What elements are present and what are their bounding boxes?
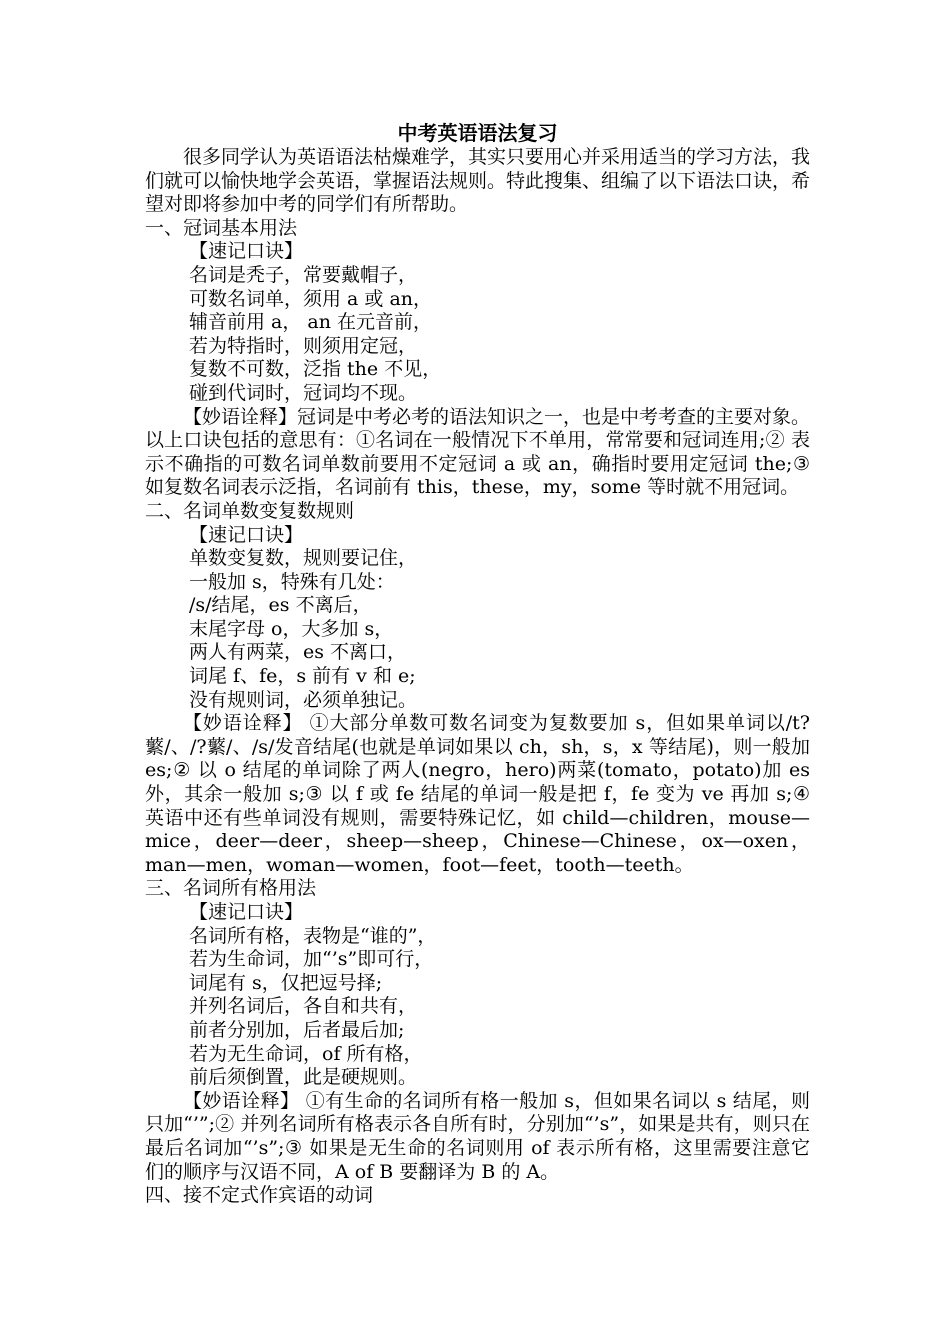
document-page [145, 120, 810, 1208]
mnemonic-line: 若为特指时，则须用定冠， [189, 334, 418, 357]
mnemonic-line: 没有规则词，必须单独记。 [189, 688, 418, 711]
mnemonic-line: 单数变复数，规则要记住， [189, 547, 418, 570]
mnemonic-line: 前者分别加，后者最后加; [189, 1018, 405, 1041]
mnemonic-line: 名词是秃子，常要戴帽子， [189, 263, 418, 286]
section-heading: 二、名词单数变复数规则 [145, 499, 355, 522]
mnemonic-line: 一般加 s，特殊有几处： [189, 570, 395, 593]
mnemonic-label: 【速记口诀】 [189, 523, 304, 546]
mnemonic-line: 名词所有格，表物是“谁的”， [189, 924, 437, 947]
explanation-paragraph: 【妙语诠释】冠词是中考必考的语法知识之一，也是中考考查的主要对象。以上口诀包括的意思有：①名词在一般情况下不单用，常常要和冠词连用;② 表示不确指的可数名词单数前要用不定冠词 a 或 an，确指时要用定冠词 the;③ 如复数名词表示泛指，名词前有 this，these，my，some 等时就不用冠词。 [145, 405, 811, 499]
mnemonic-line: 末尾字母 o，大多加 s， [189, 617, 394, 640]
mnemonic-block [145, 240, 810, 405]
mnemonic-block [145, 901, 810, 1090]
explanation-paragraph: 【妙语诠释】 ①大部分单数可数名词变为复数要加 s，但如果单词以/t?蘩/、/?蘩/、/s/发音结尾(也就是单词如果以 ch，sh，s，x 等结尾)，则一般加 es;② 以 o 结尾的单词除了两人(negro，hero)两菜(tomato，potato)加 es 外，其余一般加 s;③ 以 f 或 fe 结尾的单词一般是把 f，fe 变为 ve 再加 s;④ 英语中还有些单词没有规则，需要特殊记忆，如 child—children，mouse—mice，deer—deer，sheep—sheep，Chinese—Chinese，ox—oxen，man—men，woman—women，foot—feet，tooth—teeth。 [145, 712, 810, 876]
document-title: 中考英语语法复习 [397, 121, 558, 145]
mnemonic-line: 词尾 f、fe，s 前有 v 和 e; [189, 665, 416, 688]
mnemonic-line: 复数不可数，泛指 the 不见， [189, 358, 442, 381]
mnemonic-line: 若为无生命词，of 所有格， [189, 1042, 423, 1065]
intro-paragraph: 很多同学认为英语语法枯燥难学，其实只要用心并采用适当的学习方法，我们就可以愉快地学会英语，掌握语法规则。特此搜集、组编了以下语法口诀，希望对即将参加中考的同学们有所帮助。 [145, 146, 811, 216]
section-heading: 三、名词所有格用法 [145, 877, 317, 900]
mnemonic-line: 词尾有 s，仅把逗号择; [189, 971, 383, 994]
mnemonic-line: 若为生命词，加“’s”即可行， [189, 948, 434, 971]
mnemonic-label: 【速记口诀】 [189, 901, 304, 923]
section-heading: 四、接不定式作宾语的动词 [145, 1184, 374, 1207]
mnemonic-line: 前后须倒置，此是硬规则。 [189, 1066, 418, 1089]
section-heading: 一、冠词基本用法 [145, 216, 298, 239]
mnemonic-line: /s/结尾，es 不离后， [189, 594, 372, 617]
mnemonic-line: 两人有两菜，es 不离口， [189, 641, 407, 664]
mnemonic-line: 可数名词单，须用 a 或 an， [189, 287, 433, 310]
mnemonic-label: 【速记口诀】 [189, 240, 304, 263]
mnemonic-line: 并列名词后，各自和共有， [189, 995, 418, 1018]
mnemonic-block [145, 524, 810, 713]
mnemonic-line: 辅音前用 a， an 在元音前， [189, 311, 433, 334]
mnemonic-line: 碰到代词时，冠词均不现。 [189, 381, 418, 404]
explanation-paragraph: 【妙语诠释】 ①有生命的名词所有格一般加 s，但如果名词以 s 结尾，则只加“’”;② 并列名词所有格表示各自所有时，分别加“’s”，如果是共有，则只在最后名词加“’s”;③ 如果是无生命的名词则用 of 表示所有格，这里需要注意它们的顺序与汉语不同，A of B 要翻译为 B 的 A。 [145, 1089, 810, 1183]
